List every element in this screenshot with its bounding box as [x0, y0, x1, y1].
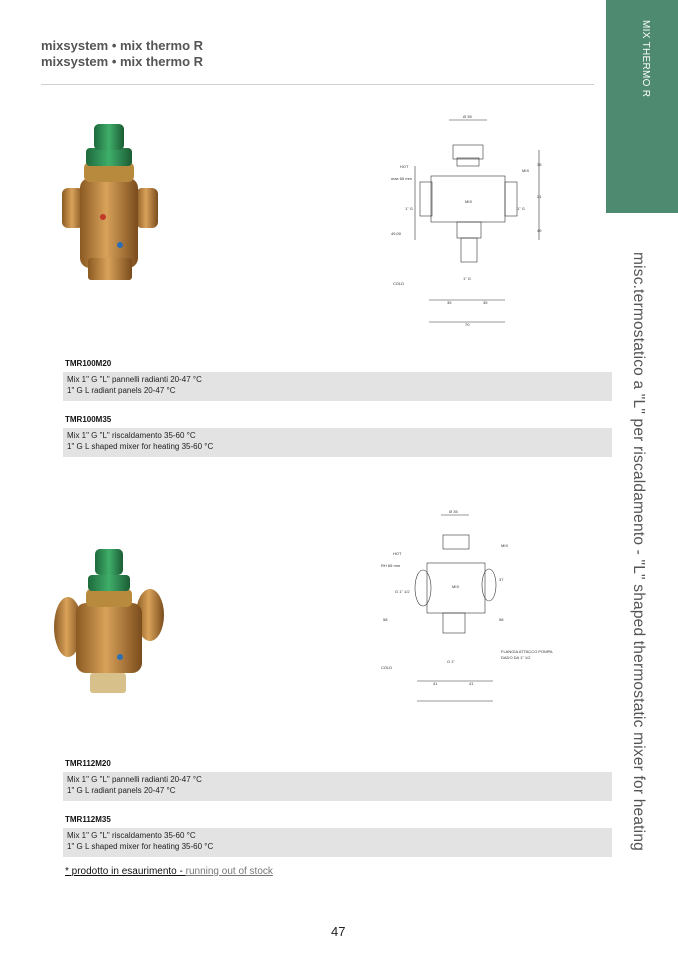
- product-description-it: Mix 1" G "L" pannelli radianti 20-47 °C: [67, 375, 202, 384]
- product-description-it: Mix 1" G "L" pannelli radianti 20-47 °C: [67, 775, 202, 784]
- dim-58-right: 58: [499, 617, 504, 622]
- dim-bottom-41-left: 41: [433, 681, 438, 686]
- header-title-en: mixsystem • mix thermo R: [41, 54, 204, 69]
- label-thread-left: 1" G: [405, 206, 413, 211]
- product-description-en: 1" G L shaped mixer for heating 35-60 °C: [67, 841, 214, 851]
- label-thread-right: 1" G: [517, 206, 525, 211]
- product-description-en: 1" G L shaped mixer for heating 35-60 °C: [67, 441, 214, 451]
- label-pump-flange: FLANGIA ATTACCO POMPA: [501, 649, 553, 654]
- label-mix: MIX: [501, 543, 509, 548]
- dim-58-left: 58: [383, 617, 388, 622]
- product-code: TMR100M20: [65, 359, 112, 368]
- label-hot: HOT: [393, 551, 402, 556]
- dim-diameter-35: Ø 35: [463, 114, 472, 119]
- valve-photo-1: [50, 118, 168, 283]
- product-code: TMR100M35: [65, 415, 112, 424]
- technical-drawing-1: [385, 110, 555, 335]
- label-thread-bottom: 1" G: [463, 276, 471, 281]
- label-cold: COLD: [393, 281, 405, 286]
- dim-right-49: 49: [537, 228, 542, 233]
- dim-g-1-half: G 1" 1/2: [395, 589, 410, 594]
- header-divider: [41, 84, 594, 85]
- product-description-row: [63, 772, 612, 801]
- label-mix-logo: MIX: [465, 199, 473, 204]
- product-description-row: [63, 428, 612, 457]
- page-number: 47: [331, 924, 346, 939]
- dim-max-65: max 65 mm: [391, 176, 412, 181]
- dim-49-00: 49,00: [391, 231, 402, 236]
- product-description-en: 1" G L radiant panels 20-47 °C: [67, 785, 176, 795]
- label-mix: MIX: [522, 168, 530, 173]
- product-description-it: Mix 1" G "L" riscaldamento 35-60 °C: [67, 831, 196, 840]
- dim-diameter-35: Ø 35: [449, 509, 458, 514]
- label-mix-logo: MIX: [452, 584, 460, 589]
- dim-max-65: RH 65 mm: [381, 563, 401, 568]
- product-code: TMR112M20: [65, 759, 111, 768]
- dim-bottom-35-right: 35: [483, 300, 488, 305]
- footnote-italian: * prodotto in esaurimento -: [65, 866, 186, 877]
- page-header: [41, 38, 203, 70]
- label-hot: HOT: [400, 164, 409, 169]
- product-description-it: Mix 1" G "L" riscaldamento 35-60 °C: [67, 431, 196, 440]
- stock-footnote: [65, 866, 273, 877]
- product-code: TMR112M35: [65, 815, 111, 824]
- product-description-row: [63, 372, 612, 401]
- dim-bottom-35-left: 35: [447, 300, 452, 305]
- section-tab-label: MIX THERMO R: [640, 20, 651, 98]
- dim-right-35: 35: [537, 162, 542, 167]
- dim-bottom-41-right: 41: [469, 681, 474, 686]
- vertical-section-title: misc.termostatico a "L" per riscaldamento - "L" shaped thermostatic mixer for heating: [630, 252, 647, 851]
- label-cold: COLD: [381, 665, 393, 670]
- footnote-english: running out of stock: [185, 866, 273, 877]
- product-description-en: 1" G L radiant panels 20-47 °C: [67, 385, 176, 395]
- dim-37: 37: [499, 577, 504, 582]
- header-title-it: mixsystem • mix thermo R: [41, 38, 204, 53]
- dim-bottom-70: 70: [465, 322, 470, 327]
- label-thread-bottom: G 1": [447, 659, 455, 664]
- label-pump-nut: DADO DA 1" 1/2: [501, 655, 531, 660]
- technical-drawing-2: [375, 505, 575, 715]
- product-description-row: [63, 828, 612, 857]
- dim-right-21: 21: [537, 194, 542, 199]
- valve-photo-2: [50, 545, 168, 695]
